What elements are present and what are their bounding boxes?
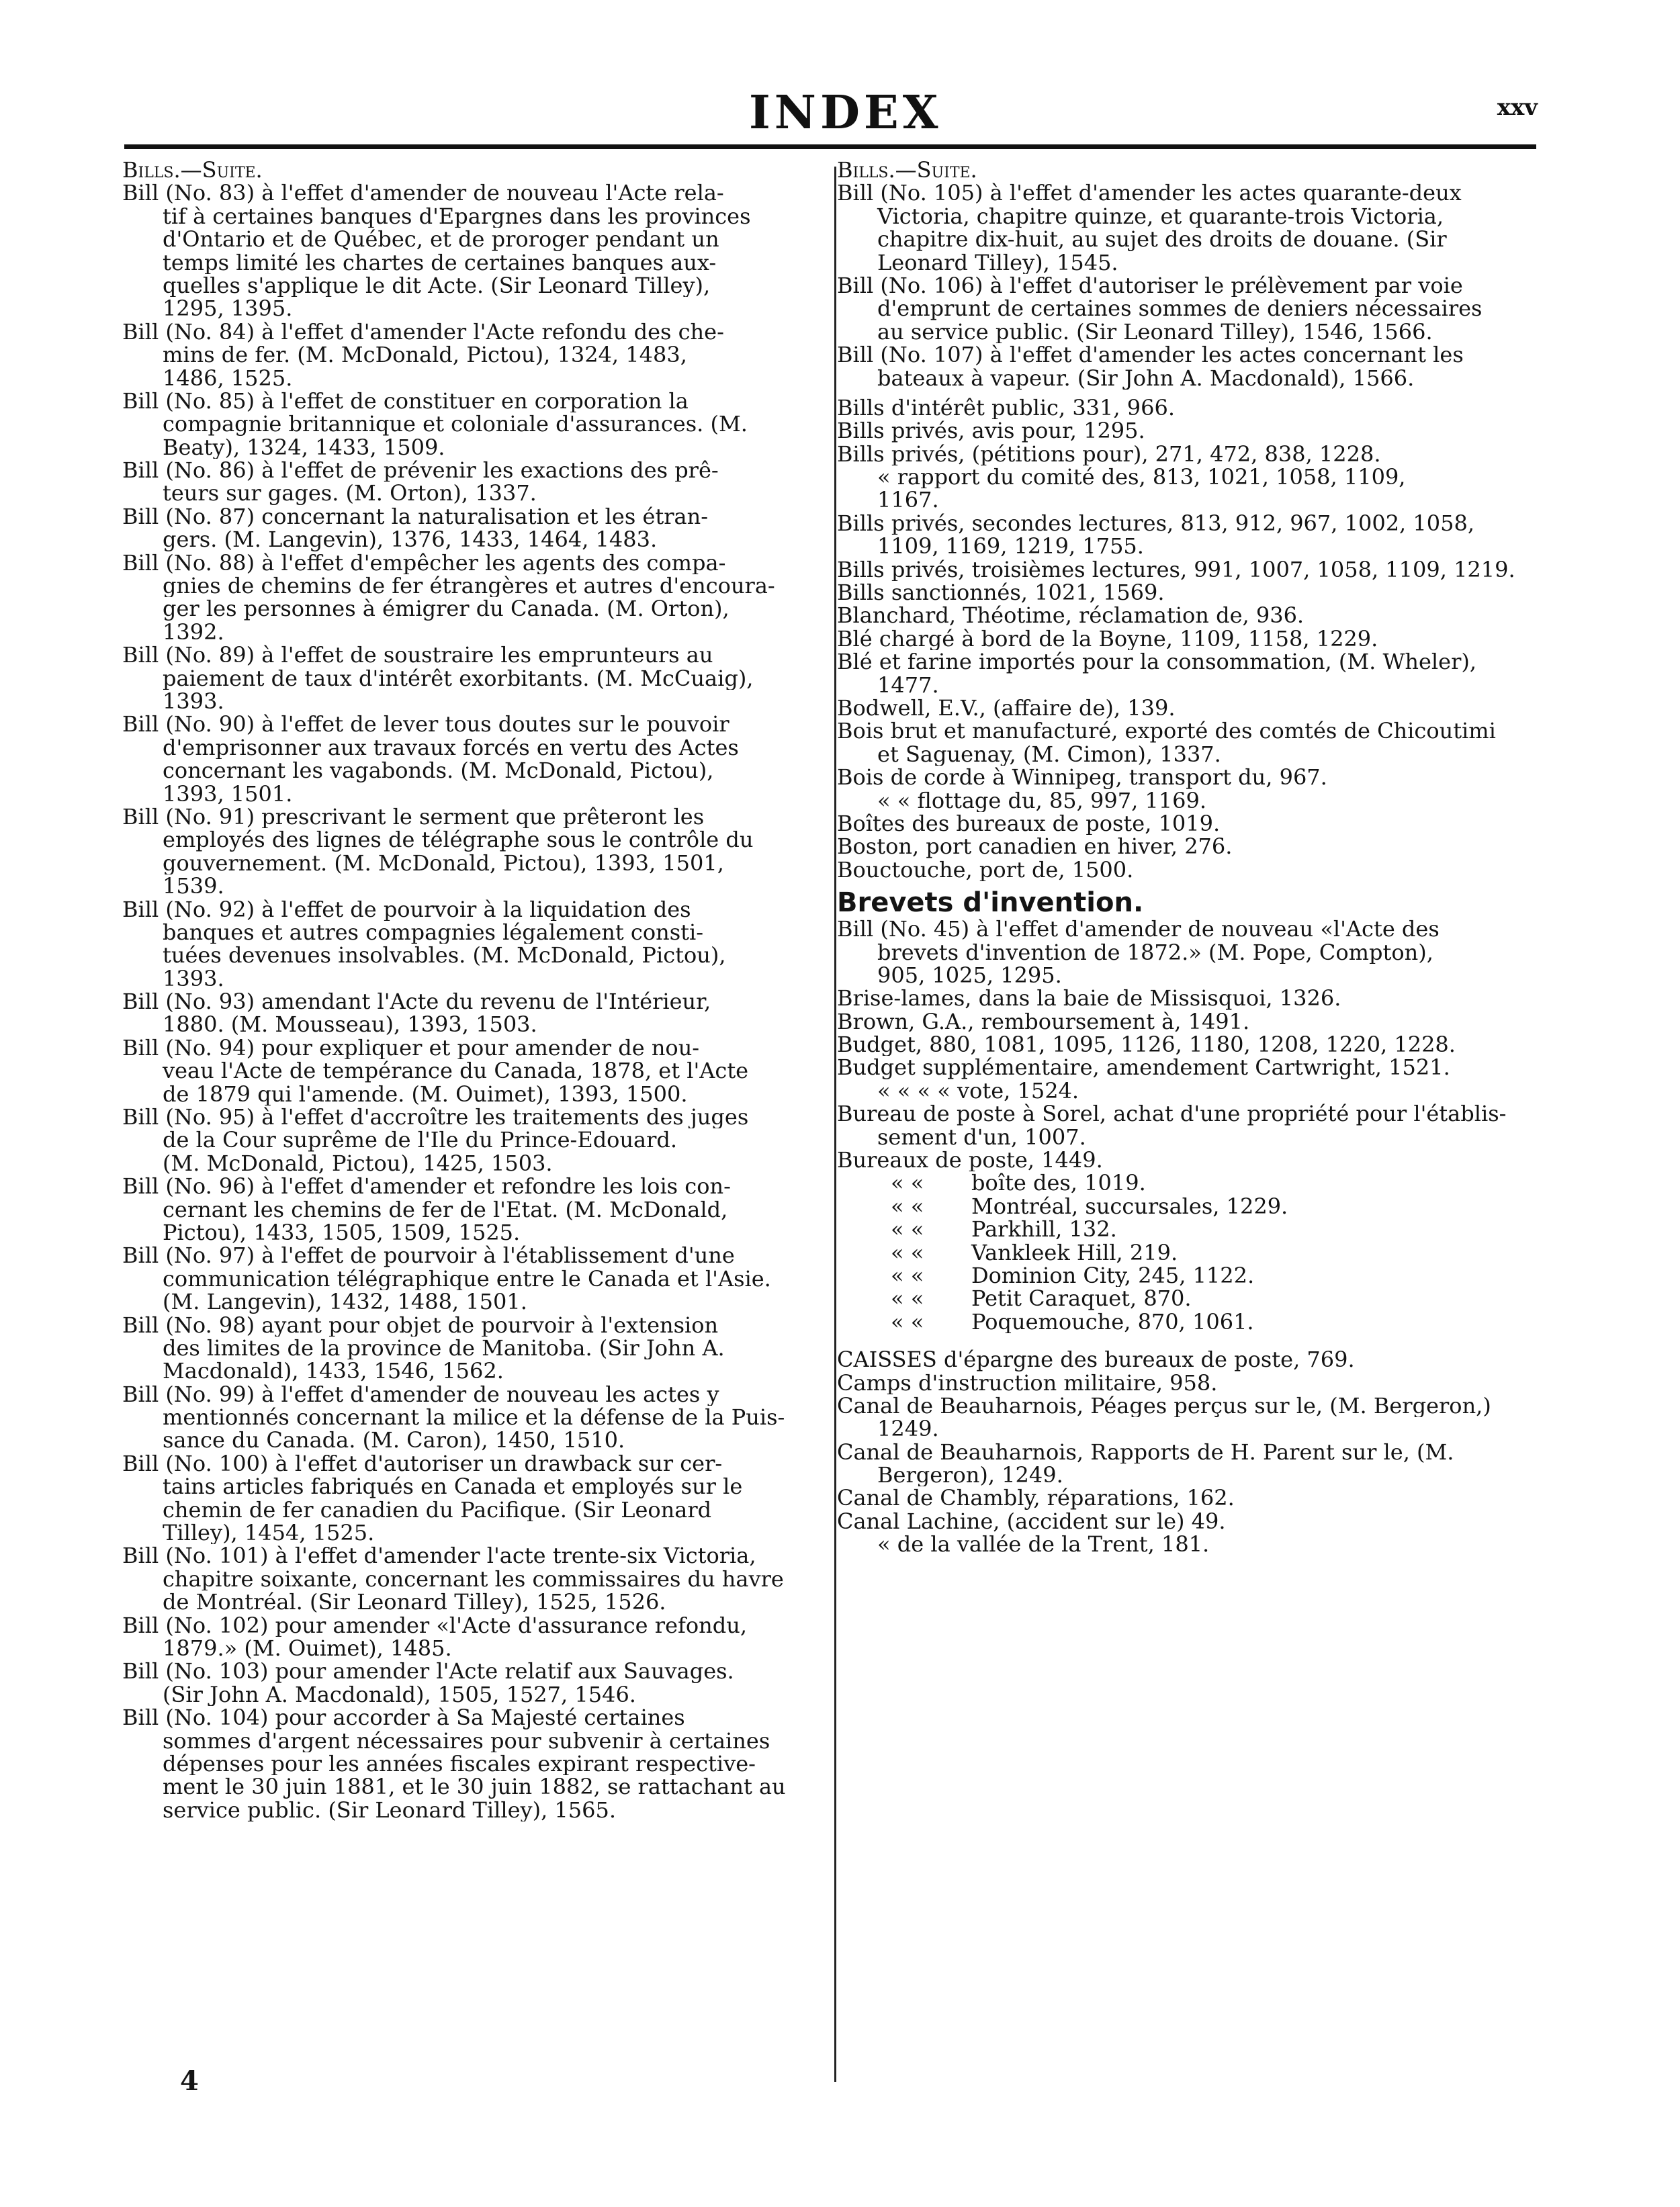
index-line: Brise-lames, dans la baie de Missisquoi, 1326. [837,987,1341,1010]
sub-entry-text: Parkhill, 132. [971,1218,1117,1241]
index-line: Bill (No. 99) à l'effet d'amender de nouveau les actes y [122,1382,719,1406]
index-line: Bill (No. 95) à l'effet d'accroître les traitements des juges [122,1106,749,1129]
right-bills-entries [837,181,1536,390]
sub-entry [837,1264,1536,1287]
index-line: 1295, 1395. [163,297,293,320]
index-line: teurs sur gages. (M. Orton), 1337. [163,482,537,505]
index-line: et Saguenay, (M. Cimon), 1337. [877,742,1221,766]
index-line: chemin de fer canadien du Pacifique. (Sir Leonard [163,1498,712,1522]
index-line: banques et autres compagnies légalement consti- [163,920,704,944]
sub-entry-text: Dominion City, 245, 1122. [971,1263,1255,1288]
index-line: Bills privés, (pétitions pour), 271, 472, 838, 1228. [837,442,1381,466]
index-line: 1477. [877,673,939,696]
sub-entry [837,1287,1536,1310]
index-line: tif à certaines banques d'Epargnes dans les provinces [163,204,751,228]
index-line: Bills privés, avis pour, 1295. [837,419,1145,443]
index-line: 1879.» (M. Ouimet), 1485. [163,1637,452,1660]
index-line: veau l'Acte de tempérance du Canada, 1878, et l'Acte [163,1059,749,1083]
index-line: Bill (No. 91) prescrivant le serment que prêteront les [122,805,705,829]
page-title: INDEX [749,86,942,140]
index-line: Blanchard, Théotime, réclamation de, 936. [837,604,1305,627]
index-line: Blé chargé à bord de la Boyne, 1109, 1158, 1229. [837,627,1378,651]
header-rule [124,144,1536,149]
index-line: Bois brut et manufacturé, exporté des comtés de Chicoutimi [837,719,1496,743]
index-line: Bills privés, secondes lectures, 813, 912, 967, 1002, 1058, [837,511,1474,535]
index-line: Bill (No. 85) à l'effet de constituer en corporation la [122,389,689,413]
index-line: tains articles fabriqués en Canada et employés sur le [163,1475,743,1498]
index-line: chapitre soixante, concernant les commissaires du havre [163,1567,784,1591]
left-entries [122,181,821,1821]
index-line: Bill (No. 89) à l'effet de soustraire les emprunteurs au [122,643,713,667]
left-column [122,159,821,1821]
index-line: Bill (No. 107) à l'effet d'amender les actes concernant les [837,343,1464,367]
index-line: de 1879 qui l'amende. (M. Ouimet), 1393, 1500. [163,1082,688,1106]
index-line: Brown, G.A., remboursement à, 1491. [837,1009,1250,1034]
index-line: Bureau de poste à Sorel, achat d'une propriété pour l'établis- [837,1102,1507,1126]
index-line: des limites de la province de Manitoba. (Sir John A. [163,1336,725,1360]
index-line: Bills d'intérêt public, 331, 966. [837,396,1175,420]
index-line: quelles s'applique le dit Acte. (Sir Leonard Tilley), [163,273,711,298]
index-line: Bill (No. 103) pour amender l'Acte relatif aux Sauvages. [122,1660,734,1683]
index-line: paiement de taux d'intérêt exorbitants. (M. McCuaig), [163,666,754,690]
index-line: Canal de Chambly, réparations, 162. [837,1486,1235,1510]
index-line: Boston, port canadien en hiver, 276. [837,835,1233,858]
sub-entry-text: Montréal, succursales, 1229. [971,1194,1288,1218]
index-line: (M. Langevin), 1432, 1488, 1501. [163,1290,527,1314]
sub-entry [837,1310,1536,1333]
index-line: brevets d'invention de 1872.» (M. Pope, Compton), [877,940,1433,964]
index-line: service public. (Sir Leonard Tilley), 1565. [163,1798,617,1822]
index-line: 1393. [163,966,224,991]
index-line: Boîtes des bureaux de poste, 1019. [837,811,1221,836]
index-line: tuées devenues insolvables. (M. McDonald, Pictou), [163,944,726,967]
index-line: « « flottage du, 85, 997, 1169. [877,789,1207,812]
index-line: Bois de corde à Winnipeg, transport du, 967. [837,766,1327,789]
index-line: gers. (M. Langevin), 1376, 1433, 1464, 1483. [163,528,658,551]
index-line: Bill (No. 98) ayant pour objet de pourvoir à l'extension [122,1313,719,1337]
index-line: Bill (No. 90) à l'effet de lever tous doutes sur le pouvoir [122,713,730,736]
index-line: Bill (No. 84) à l'effet d'amender l'Acte refondu des che- [122,320,724,344]
index-line: 1392. [163,620,224,644]
signature-mark: 4 [180,2065,199,2097]
index-line: Bill (No. 100) à l'effet d'autoriser un drawback sur cer- [122,1451,723,1476]
index-line: Tilley), 1454, 1525. [163,1521,375,1545]
index-line: concernant les vagabonds. (M. McDonald, Pictou), [163,759,714,782]
ditto-mark: « « [891,1241,924,1264]
sub-entry [837,1241,1536,1264]
index-line: communication télégraphique entre le Canada et l'Asie. [163,1267,771,1291]
index-line: Budget, 880, 1081, 1095, 1126, 1180, 1208, 1220, 1228. [837,1033,1456,1056]
index-line: 1167. [877,488,939,512]
index-line: chapitre dix-huit, au sujet des droits de douane. (Sir [877,228,1447,251]
ditto-mark: « « [891,1287,924,1310]
index-line: dépenses pour les années fiscales expirant respective- [163,1752,756,1776]
column-divider [834,167,836,2082]
index-line: Bill (No. 106) à l'effet d'autoriser le prélèvement par voie [837,273,1463,298]
left-heading: Bills.—Suite. [122,159,263,182]
index-line: Bouctouche, port de, 1500. [837,858,1134,882]
index-line: gouvernement. (M. McDonald, Pictou), 1393, 1501, [163,851,724,875]
index-line: Leonard Tilley), 1545. [877,251,1118,274]
index-line: Beaty), 1324, 1433, 1509. [163,435,445,459]
sub-entry-text: Petit Caraquet, 870. [971,1287,1192,1310]
index-line: d'emprisonner aux travaux forcés en vertu des Actes [163,735,739,760]
index-line: 1393, 1501. [163,782,293,805]
index-line: Bill (No. 96) à l'effet d'amender et refondre les lois con- [122,1175,731,1198]
ditto-mark: « « [891,1263,924,1288]
index-line: « rapport du comité des, 813, 1021, 1058, 1109, [877,465,1406,489]
index-line: 1393. [163,689,224,713]
right-column [837,159,1536,1556]
index-line: d'Ontario et de Québec, et de proroger pendant un [163,228,719,251]
index-line: au service public. (Sir Leonard Tilley), 1546, 1566. [877,320,1433,344]
index-line: Blé et farine importés pour la consommation, (M. Wheler), [837,650,1477,674]
index-line: Bills sanctionnés, 1021, 1569. [837,581,1165,604]
index-line: Canal de Beauharnois, Rapports de H. Parent sur le, (M. [837,1440,1454,1464]
index-line: 1486, 1525. [163,366,293,390]
sub-entry-text: boîte des, 1019. [971,1171,1146,1195]
right-heading: Bills.—Suite. [837,159,977,182]
index-line: bateaux à vapeur. (Sir John A. Macdonald), 1566. [877,366,1415,390]
index-line: Bill (No. 105) à l'effet d'amender les actes quarante-deux [837,181,1462,205]
index-line: Bill (No. 87) concernant la naturalisation et les étran- [122,504,709,529]
index-line: ment le 30 juin 1881, et le 30 juin 1882, se rattachant au [163,1775,786,1799]
index-line: (M. McDonald, Pictou), 1425, 1503. [163,1151,553,1175]
index-line: sement d'un, 1007. [877,1125,1086,1149]
ditto-mark: « « [891,1218,924,1241]
section-title-brevets: Brevets d'invention. [837,887,1144,919]
index-line: « « « « vote, 1524. [877,1079,1079,1103]
index-line: Canal Lachine, (accident sur le) 49. [837,1509,1226,1533]
index-line: Bodwell, E.V., (affaire de), 139. [837,696,1176,720]
sub-entry [837,1195,1536,1218]
index-line: (Sir John A. Macdonald), 1505, 1527, 1546. [163,1682,636,1707]
index-line: Camps d'instruction militaire, 958. [837,1371,1218,1394]
index-line: Pictou), 1433, 1505, 1509, 1525. [163,1220,521,1245]
index-line: compagnie britannique et coloniale d'assurances. (M. [163,412,748,436]
index-line: cernant les chemins de fer de l'Etat. (M. McDonald, [163,1198,728,1221]
index-line: de la Cour suprême de l'Ile du Prince-Edouard. [163,1128,678,1152]
index-line: Bill (No. 45) à l'effet d'amender de nouveau «l'Acte des [837,917,1440,941]
index-line: Bill (No. 97) à l'effet de pourvoir à l'établissement d'une [122,1244,735,1267]
right-bureaux-sub-entries [837,1171,1536,1333]
index-line: mentionnés concernant la milice et la défense de la Puis- [163,1406,785,1429]
index-line: 1880. (M. Mousseau), 1393, 1503. [163,1013,537,1036]
index-line: mins de fer. (M. McDonald, Pictou), 1324, 1483, [163,343,687,367]
index-line: 905, 1025, 1295. [877,963,1062,987]
index-line: de Montréal. (Sir Leonard Tilley), 1525, 1526. [163,1590,666,1614]
index-line: temps limité les chartes de certaines banques aux- [163,251,717,274]
index-line: Bill (No. 83) à l'effet d'amender de nouveau l'Acte rela- [122,181,724,205]
index-line: 1249. [877,1417,939,1441]
index-line: Macdonald), 1433, 1546, 1562. [163,1359,504,1383]
index-line: gnies de chemins de fer étrangères et autres d'encoura- [163,574,775,598]
right-brevets-entries [837,917,1536,1171]
index-line: Bill (No. 101) à l'effet d'amender l'acte trente-six Victoria, [122,1544,756,1568]
index-line: Bill (No. 94) pour expliquer et pour amender de nou- [122,1036,700,1060]
index-line: Budget supplémentaire, amendement Cartwright, 1521. [837,1056,1450,1079]
index-line: Bill (No. 104) pour accorder à Sa Majesté certaines [122,1706,685,1729]
index-line: Bill (No. 86) à l'effet de prévenir les exactions des prê- [122,459,719,482]
index-line: Bill (No. 102) pour amender «l'Acte d'assurance refondu, [122,1613,747,1637]
index-line: Bergeron), 1249. [877,1463,1063,1487]
ditto-mark: « « [891,1171,924,1195]
index-line: 1109, 1169, 1219, 1755. [877,535,1144,558]
index-line: Bills privés, troisièmes lectures, 991, 1007, 1058, 1109, 1219. [837,557,1515,582]
right-index-entries [837,396,1536,881]
right-c-entries [837,1348,1536,1556]
index-line: Canal de Beauharnois, Péages perçus sur le, (M. Bergeron,) [837,1394,1491,1418]
index-line: ger les personnes à émigrer du Canada. (M. Orton), [163,597,730,621]
index-line: d'emprunt de certaines sommes de deniers nécessaires [877,297,1483,320]
index-line: Bill (No. 88) à l'effet d'empêcher les agents des compa- [122,551,726,575]
ditto-mark: « « [891,1310,924,1334]
index-line: 1539. [163,874,224,898]
sub-entry-text: Vankleek Hill, 219. [971,1241,1178,1264]
index-line: employés des lignes de télégraphe sous le contrôle du [163,828,754,852]
page-number-roman: xxv [1497,94,1538,121]
index-line: sance du Canada. (M. Caron), 1450, 1510. [163,1429,625,1452]
index-line: « de la vallée de la Trent, 181. [877,1533,1210,1556]
sub-entry [837,1171,1536,1194]
index-line: Victoria, chapitre quinze, et quarante-trois Victoria, [877,204,1444,228]
index-line: sommes d'argent nécessaires pour subvenir à certaines [163,1729,770,1752]
index-line: Bill (No. 93) amendant l'Acte du revenu de l'Intérieur, [122,990,711,1014]
index-line: Bureaux de poste, 1449. [837,1148,1103,1172]
index-line: Bill (No. 92) à l'effet de pourvoir à la liquidation des [122,897,691,921]
index-line: CAISSES d'épargne des bureaux de poste, 769. [837,1348,1355,1371]
sub-entry [837,1218,1536,1241]
ditto-mark: « « [891,1194,924,1218]
sub-entry-text: Poquemouche, 870, 1061. [971,1310,1254,1334]
